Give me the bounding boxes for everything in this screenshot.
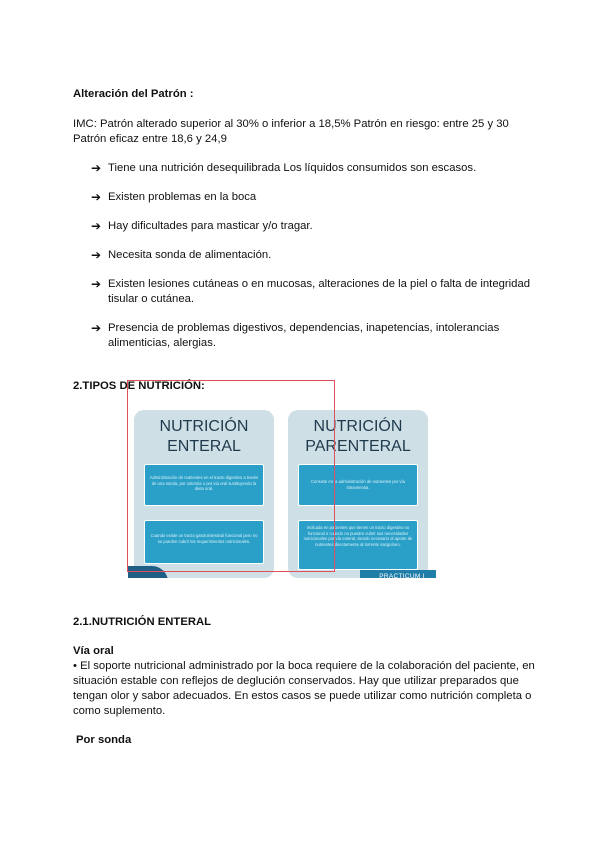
bullet-text-continued: alimenticias, alergias. bbox=[108, 337, 216, 349]
bullet-text-continued: tisular o cutánea. bbox=[108, 293, 195, 305]
via-oral-heading: Vía oral bbox=[73, 645, 114, 657]
arrow-right-icon: ➔ bbox=[91, 219, 102, 233]
enteral-card bbox=[134, 410, 274, 578]
via-oral-line: • El soporte nutricional administrado por la boca requiere de la colaboración del paciente, en bbox=[73, 660, 535, 672]
por-sonda-heading: Por sonda bbox=[76, 734, 132, 746]
enteral-indication-box: Cuando existe un tracto gastrointestinal funcional pero no se pueden cubrir los requerimientos nutricionales. bbox=[144, 520, 264, 564]
practicum-ribbon: PRACTICUM I bbox=[360, 570, 436, 578]
pattern-heading: Alteración del Patrón : bbox=[73, 88, 194, 100]
imc-line-1: IMC: Patrón alterado superior al 30% o inferior a 18,5% Patrón en riesgo: entre 25 y 30 bbox=[73, 118, 509, 130]
via-oral-line: como suplemento. bbox=[73, 705, 166, 717]
bullet-text: Existen lesiones cutáneas o en mucosas, alteraciones de la piel o falta de integridad bbox=[108, 278, 531, 290]
bullet-text: Tiene una nutrición desequilibrada Los líquidos consumidos son escasos. bbox=[108, 162, 477, 174]
bullet-text: Hay dificultades para masticar y/o tragar. bbox=[108, 220, 313, 232]
parenteral-title-line-1: NUTRICIÓN bbox=[313, 418, 403, 435]
enteral-definition-box: Administración de nutrientes en el tracto digestivo a través de una sonda, por ostomía o por vía oral sustituyendo la dieta oral. bbox=[144, 464, 264, 506]
enteral-title-line-2: ENTERAL bbox=[167, 438, 241, 455]
parenteral-title-line-2: PARENTERAL bbox=[305, 438, 411, 455]
parenteral-indication-box: Indicada en pacientes que tienen un tracto digestivo no funcional o cuando no pueden cubrir sus necesidades nutricionales por vía enteral, siendo necesario el aporte de nutrientes directamente al torrente sanguíneo. bbox=[298, 520, 418, 570]
bullet-text: Necesita sonda de alimentación. bbox=[108, 249, 272, 261]
arrow-right-icon: ➔ bbox=[91, 321, 102, 335]
via-oral-line: tengan olor y sabor adecuados. En estos casos se puede utilizar como nutrición completa o bbox=[73, 690, 532, 702]
enteral-heading: 2.1.NUTRICIÓN ENTERAL bbox=[73, 616, 212, 628]
bullet-text: Existen problemas en la boca bbox=[108, 191, 257, 203]
parenteral-definition-box: Consiste en la administración de nutrientes por vía intravenosa. bbox=[298, 464, 418, 506]
types-heading: 2.TIPOS DE NUTRICIÓN: bbox=[73, 380, 205, 392]
bullet-text: Presencia de problemas digestivos, dependencias, inapetencias, intolerancias bbox=[108, 322, 500, 334]
arrow-right-icon: ➔ bbox=[91, 248, 102, 262]
enteral-title-line-1: NUTRICIÓN bbox=[159, 418, 249, 435]
parenteral-card bbox=[288, 410, 428, 578]
arrow-right-icon: ➔ bbox=[91, 277, 102, 291]
imc-line-2: Patrón eficaz entre 18,6 y 24,9 bbox=[73, 133, 227, 145]
via-oral-line: situación estable con reflejos de deglución conservados. Hay que utilizar preparados que bbox=[73, 675, 519, 687]
nutrition-types-figure bbox=[128, 380, 436, 578]
arrow-right-icon: ➔ bbox=[91, 161, 102, 175]
arrow-right-icon: ➔ bbox=[91, 190, 102, 204]
